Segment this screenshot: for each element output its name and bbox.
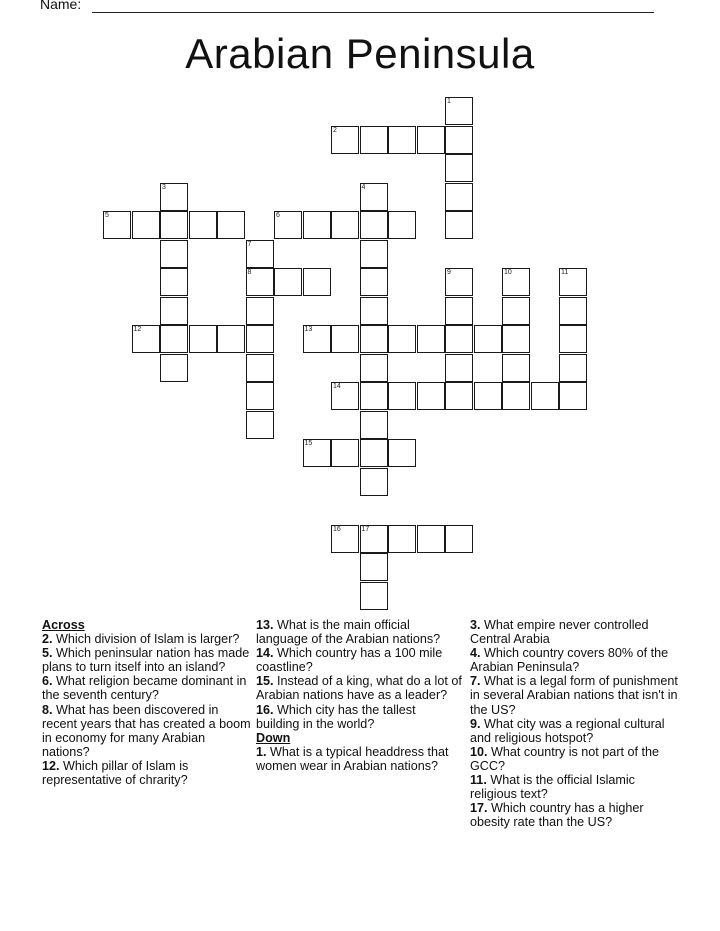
clue-number: 6 bbox=[276, 212, 280, 219]
grid-cell[interactable] bbox=[388, 525, 416, 553]
clues-column-1 bbox=[42, 618, 252, 787]
clue-item-text: What country is not part of the GCC? bbox=[470, 744, 660, 773]
grid-cell[interactable] bbox=[246, 382, 274, 410]
clue-item-text: What city was a regional cultural and religious hotspot? bbox=[470, 716, 665, 745]
clue-item bbox=[256, 646, 462, 674]
clue-item bbox=[256, 745, 462, 773]
grid-cell[interactable] bbox=[417, 525, 445, 553]
grid-cell[interactable] bbox=[303, 325, 331, 353]
clue-item-number: 16. bbox=[256, 702, 278, 717]
grid-cell[interactable] bbox=[331, 325, 359, 353]
grid-cell[interactable] bbox=[160, 183, 188, 211]
grid-cell[interactable] bbox=[132, 325, 160, 353]
clue-number: 1 bbox=[447, 98, 451, 105]
clue-item bbox=[42, 759, 252, 787]
clue-item bbox=[470, 618, 685, 646]
grid-cell[interactable] bbox=[559, 268, 587, 296]
clue-item bbox=[470, 773, 685, 801]
grid-cell[interactable] bbox=[303, 439, 331, 467]
grid-cell[interactable] bbox=[360, 183, 388, 211]
clue-item-text: What is a typical headdress that women wear in Arabian nations? bbox=[256, 744, 449, 773]
clue-item-number: 11. bbox=[470, 773, 491, 788]
grid-cell[interactable] bbox=[445, 354, 473, 382]
grid-cell[interactable] bbox=[445, 154, 473, 182]
across-clue-list bbox=[42, 632, 252, 787]
clue-item-text: Instead of a king, what do a lot of Arabian nations have as a leader? bbox=[256, 674, 462, 703]
grid-cell[interactable] bbox=[360, 439, 388, 467]
clue-item bbox=[470, 646, 685, 674]
grid-cell[interactable] bbox=[189, 211, 217, 239]
clue-number: 17 bbox=[361, 525, 370, 533]
clue-item bbox=[256, 674, 462, 702]
grid-cell[interactable] bbox=[502, 382, 530, 410]
grid-cell[interactable] bbox=[417, 325, 445, 353]
grid-cell[interactable] bbox=[360, 553, 388, 581]
across-heading: Across bbox=[42, 618, 85, 632]
clue-item-text: What religion became dominant in the seventh century? bbox=[42, 674, 247, 703]
grid-cell[interactable] bbox=[388, 126, 416, 154]
grid-cell[interactable] bbox=[360, 468, 388, 496]
clue-item-number: 1. bbox=[256, 744, 271, 759]
clue-item-number: 6. bbox=[42, 674, 57, 689]
clue-item-text: What is the main official language of the Arabian nations? bbox=[256, 618, 441, 647]
clue-number: 3 bbox=[162, 183, 166, 191]
grid-cell[interactable] bbox=[502, 325, 530, 353]
grid-cell[interactable] bbox=[246, 411, 274, 439]
clue-number: 8 bbox=[247, 269, 252, 276]
clue-item bbox=[42, 646, 252, 674]
grid-cell[interactable] bbox=[274, 211, 302, 239]
grid-cell[interactable] bbox=[559, 297, 587, 325]
grid-cell[interactable] bbox=[331, 439, 359, 467]
grid-cell[interactable] bbox=[502, 297, 530, 325]
clue-item bbox=[42, 632, 252, 646]
down-clue-list-continued bbox=[470, 618, 685, 829]
clue-item-number: 12. bbox=[42, 758, 64, 773]
clue-item-text: Which country has a 100 mile coastline? bbox=[256, 646, 443, 675]
grid-cell[interactable] bbox=[103, 211, 131, 239]
grid-cell[interactable] bbox=[445, 183, 473, 211]
clue-item bbox=[470, 801, 685, 829]
grid-cell[interactable] bbox=[388, 211, 416, 239]
clue-item bbox=[470, 717, 685, 745]
grid-cell[interactable] bbox=[360, 411, 388, 439]
clue-item-text: What is a legal form of punishment in several Arabian nations that isn't in the US? bbox=[470, 674, 678, 717]
grid-cell[interactable] bbox=[360, 582, 388, 610]
grid-cell[interactable] bbox=[303, 211, 331, 239]
clue-item bbox=[256, 703, 462, 731]
grid-cell[interactable] bbox=[331, 382, 359, 410]
grid-cell[interactable] bbox=[388, 325, 416, 353]
grid-cell[interactable] bbox=[360, 268, 388, 296]
clues-column-2 bbox=[256, 618, 462, 773]
grid-cell[interactable] bbox=[502, 268, 530, 296]
clue-item bbox=[470, 745, 685, 773]
grid-cell[interactable] bbox=[360, 126, 388, 154]
clue-item bbox=[42, 703, 252, 759]
grid-cell[interactable] bbox=[417, 382, 445, 410]
clue-item-number: 9. bbox=[470, 716, 485, 731]
grid-cell[interactable] bbox=[331, 126, 359, 154]
clue-number: 13 bbox=[304, 326, 313, 333]
grid-cell[interactable] bbox=[246, 297, 274, 325]
clue-item-number: 7. bbox=[470, 674, 485, 689]
grid-cell[interactable] bbox=[246, 325, 274, 353]
name-label: Name: bbox=[40, 0, 82, 12]
clue-item-number: 4. bbox=[470, 646, 485, 661]
clue-number: 14 bbox=[333, 383, 341, 390]
clue-item-number: 15. bbox=[256, 674, 278, 689]
grid-cell[interactable] bbox=[417, 126, 445, 154]
grid-cell[interactable] bbox=[303, 268, 331, 296]
grid-cell[interactable] bbox=[360, 525, 388, 553]
grid-cell[interactable] bbox=[388, 439, 416, 467]
grid-cell[interactable] bbox=[246, 268, 274, 296]
clue-number: 5 bbox=[105, 212, 109, 219]
clue-item bbox=[42, 674, 252, 702]
clue-item-number: 3. bbox=[470, 618, 485, 632]
clue-item-text: Which country has a higher obesity rate than the US? bbox=[470, 801, 644, 830]
grid-cell[interactable] bbox=[445, 325, 473, 353]
clue-item-text: Which city has the tallest building in the world? bbox=[256, 702, 416, 731]
clue-number: 2 bbox=[333, 126, 337, 134]
grid-cell[interactable] bbox=[360, 211, 388, 239]
clue-number: 16 bbox=[333, 525, 341, 533]
grid-cell[interactable] bbox=[445, 211, 473, 239]
grid-cell[interactable] bbox=[360, 297, 388, 325]
clue-item-number: 17. bbox=[470, 801, 492, 816]
grid-cell[interactable] bbox=[160, 354, 188, 382]
grid-cell[interactable] bbox=[331, 211, 359, 239]
grid-cell[interactable] bbox=[388, 382, 416, 410]
down-heading: Down bbox=[256, 730, 291, 745]
grid-cell[interactable] bbox=[246, 354, 274, 382]
grid-cell[interactable] bbox=[474, 325, 502, 353]
grid-cell[interactable] bbox=[445, 97, 473, 125]
clue-item-text: What has been discovered in recent years that has created a boom in economy for many Arabian nations? bbox=[42, 702, 251, 759]
clue-number: 11 bbox=[561, 269, 569, 276]
clues-column-3 bbox=[470, 618, 685, 829]
clue-item-text: Which division of Islam is larger? bbox=[56, 632, 240, 647]
grid-cell[interactable] bbox=[474, 382, 502, 410]
clue-item-number: 8. bbox=[42, 702, 57, 717]
grid-cell[interactable] bbox=[559, 354, 587, 382]
grid-cell[interactable] bbox=[502, 354, 530, 382]
clue-number: 10 bbox=[504, 269, 512, 276]
grid-cell[interactable] bbox=[160, 268, 188, 296]
grid-cell[interactable] bbox=[246, 240, 274, 268]
clue-item-number: 5. bbox=[42, 646, 57, 661]
puzzle-title: Arabian Peninsula bbox=[185, 30, 535, 77]
grid-cell[interactable] bbox=[331, 525, 359, 553]
clue-item-text: Which country covers 80% of the Arabian Peninsula? bbox=[470, 646, 669, 675]
grid-cell[interactable] bbox=[559, 382, 587, 410]
grid-cell[interactable] bbox=[217, 211, 245, 239]
grid-cell[interactable] bbox=[559, 325, 587, 353]
clue-item-number: 14. bbox=[256, 646, 278, 661]
grid-cell[interactable] bbox=[274, 268, 302, 296]
clue-item-text: Which pillar of Islam is representative of chrarity? bbox=[42, 758, 189, 788]
grid-cell[interactable] bbox=[160, 240, 188, 268]
grid-cell[interactable] bbox=[360, 354, 388, 382]
clue-number: 9 bbox=[447, 269, 451, 276]
grid-cell[interactable] bbox=[445, 126, 473, 154]
clue-item bbox=[470, 674, 685, 716]
clue-number: 7 bbox=[247, 240, 252, 248]
grid-cell[interactable] bbox=[360, 240, 388, 268]
clue-item-number: 13. bbox=[256, 618, 278, 632]
grid-cell[interactable] bbox=[360, 325, 388, 353]
clue-item-number: 10. bbox=[470, 744, 492, 759]
grid-cell[interactable] bbox=[160, 297, 188, 325]
down-clue-list bbox=[256, 745, 462, 773]
grid-cell[interactable] bbox=[445, 268, 473, 296]
grid-cell[interactable] bbox=[445, 297, 473, 325]
grid-cell[interactable] bbox=[189, 325, 217, 353]
clue-item-text: What is the official Islamic religious text? bbox=[470, 773, 635, 802]
grid-cell[interactable] bbox=[160, 325, 188, 353]
grid-cell[interactable] bbox=[531, 382, 559, 410]
grid-cell[interactable] bbox=[160, 211, 188, 239]
across-clue-list-continued bbox=[256, 618, 462, 731]
clue-number: 15 bbox=[304, 440, 313, 447]
clue-item-number: 2. bbox=[42, 632, 57, 647]
clue-item-text: Which peninsular nation has made plans to turn itself into an island? bbox=[42, 646, 250, 675]
clue-item-text: What empire never controlled Central Arabia bbox=[470, 618, 649, 647]
clue-number: 12 bbox=[133, 326, 142, 333]
grid-cell[interactable] bbox=[217, 325, 245, 353]
grid-cell[interactable] bbox=[445, 525, 473, 553]
grid-cell[interactable] bbox=[445, 382, 473, 410]
clue-number: 4 bbox=[361, 183, 366, 191]
grid-cell[interactable] bbox=[132, 211, 160, 239]
clue-item bbox=[256, 618, 462, 646]
grid-cell[interactable] bbox=[360, 382, 388, 410]
